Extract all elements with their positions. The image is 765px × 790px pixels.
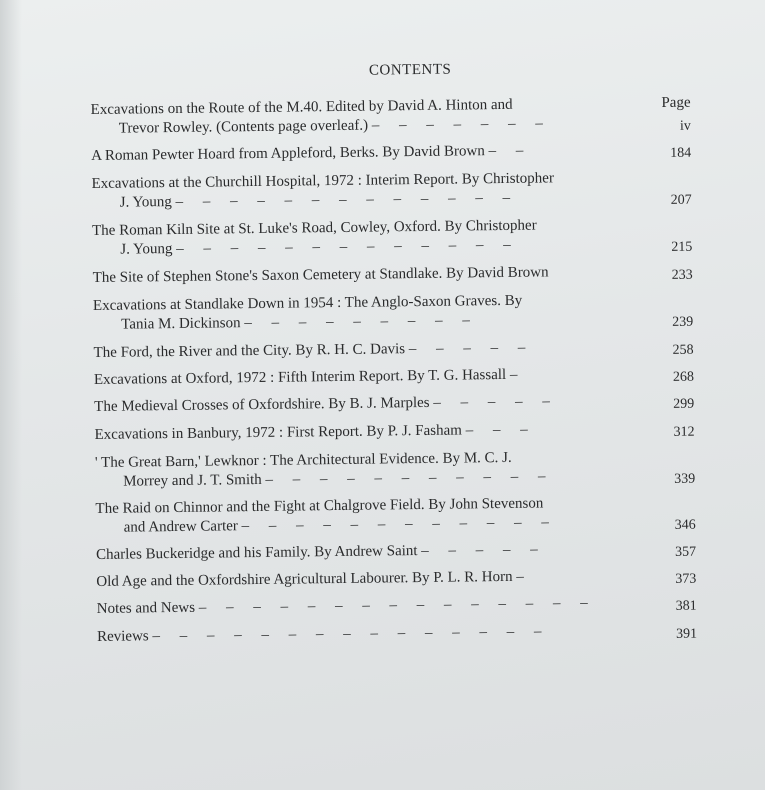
toc-page-number: 268 [672, 369, 695, 385]
toc-entry-line2: Trevor Rowley. (Contents page overleaf.) [118, 117, 369, 137]
toc-page-number: 346 [674, 517, 696, 533]
toc-page-number: 233 [671, 267, 693, 283]
toc-entry-title [97, 593, 697, 619]
toc-page-number: 215 [671, 239, 693, 255]
toc-entry [94, 391, 694, 417]
toc-entry-line1: Excavations in Banbury, 1972 : First Report. By P. J. Fasham [94, 422, 463, 443]
toc-page-number: 339 [674, 471, 696, 487]
toc-entry-line1: The Ford, the River and the City. By R. H. C. Davis [93, 341, 406, 361]
toc-leader-dashes: – – – – – [421, 541, 538, 559]
toc-entry-line1: The Roman Kiln Site at St. Luke's Road, Cowley, Oxford. By Christopher [91, 217, 537, 239]
toc-page-number: 184 [670, 145, 692, 161]
toc-entry-title [91, 94, 691, 139]
toc-entry [92, 215, 692, 260]
toc-entry-title [91, 168, 691, 213]
toc-entry-line2: and Andrew Carter [123, 518, 238, 536]
toc-entry-line2: J. Young [120, 241, 173, 258]
toc-page-number: iv [679, 118, 691, 134]
toc-entry-line1: A Roman Pewter Hoard from Appleford, Berks. By David Brown [91, 143, 485, 164]
toc-entry-line1: Excavations at Standlake Down in 1954 : The Anglo-Saxon Graves. By [92, 292, 523, 314]
toc-entry-title [91, 140, 691, 166]
toc-entry [95, 447, 695, 492]
toc-entry-line1: The Medieval Crosses of Oxfordshire. By B. J. Marples [94, 394, 430, 415]
toc-entry-title [96, 539, 696, 565]
toc-entry-line1: Excavations at the Churchill Hospital, 1972 : Interim Report. By Christopher [91, 170, 554, 192]
toc-leader-dashes: – [516, 568, 524, 585]
toc-entry-title [96, 566, 696, 592]
toc-entry-line1: Reviews [96, 628, 149, 645]
toc-leader-dashes: – – – – – – – – – – – – – [176, 236, 511, 257]
toc-leader-dashes: – – – – – – – – – – – – – – – [152, 623, 542, 645]
toc-entry-line1: Excavations on the Route of the M.40. Edited by David A. Hinton and [90, 96, 513, 118]
contents-sheet [90, 53, 697, 647]
toc-page-number: 357 [674, 544, 697, 560]
toc-entry-line1: Old Age and the Oxfordshire Agricultural Labourer. By P. L. R. Horn [96, 568, 513, 590]
toc-page-number: 312 [673, 424, 695, 440]
contents-heading: CONTENTS [368, 61, 452, 79]
toc-page-number: 207 [670, 192, 692, 208]
toc-entry [93, 290, 693, 335]
toc-entry [94, 364, 694, 390]
toc-entry-title [94, 419, 694, 445]
toc-entry [95, 493, 695, 538]
toc-entry-title [92, 215, 692, 260]
toc-leader-dashes: – – – [465, 421, 528, 439]
toc-leader-dashes: – – – – – [408, 339, 526, 358]
toc-entry-title [93, 262, 693, 288]
toc-entry-line1: The Site of Stephen Stone's Saxon Cemetery at Standlake. By David Brown [92, 264, 549, 286]
toc-leader-dashes: – – – – – – – – – – – – [241, 514, 549, 535]
toc-entry-line2: Morrey and J. T. Smith [123, 471, 262, 490]
toc-leader-dashes: – – – – – – – – – [244, 312, 470, 332]
toc-leader-dashes: – – – – – – – – – – – – – – – [198, 594, 588, 616]
toc-page-number: 381 [675, 598, 697, 614]
contents-list [91, 94, 698, 647]
toc-entry-line2: Tania M. Dickinson [121, 315, 241, 333]
toc-entry [91, 94, 691, 139]
toc-leader-dashes: – – – – – – – [371, 115, 543, 134]
toc-entry [96, 566, 696, 592]
toc-entry-title [97, 621, 697, 647]
toc-entry [96, 539, 696, 565]
toc-entry [93, 337, 693, 363]
toc-entry [97, 593, 697, 619]
toc-entry-line1: Excavations at Oxford, 1972 : Fifth Interim Report. By T. G. Hassall [93, 366, 507, 388]
toc-entry [93, 262, 693, 288]
toc-leader-dashes: – – – – – – – – – – – – – [175, 189, 511, 210]
toc-leader-dashes: – – – – – – – – – – – [265, 468, 546, 488]
toc-entry [91, 168, 691, 213]
toc-page-number: 258 [672, 342, 694, 358]
toc-entry-line1: ' The Great Barn,' Lewknor : The Architectural Evidence. By M. C. J. [94, 449, 512, 471]
toc-page-number: 299 [673, 396, 695, 412]
toc-leader-dashes: – – – – – [433, 393, 550, 411]
toc-entry-line1: Notes and News [96, 599, 196, 617]
toc-entry-line1: Charles Buckeridge and his Family. By Andrew Saint [95, 543, 418, 563]
toc-entry-title [93, 290, 693, 335]
toc-entry [94, 419, 694, 445]
toc-page-number: 239 [672, 314, 694, 330]
toc-entry-title [95, 447, 695, 492]
toc-entry-line2: J. Young [119, 194, 172, 211]
toc-leader-dashes: – – [488, 142, 524, 160]
toc-page-number: 373 [675, 571, 697, 587]
toc-page-number: 391 [675, 626, 698, 642]
toc-entry-title [94, 391, 694, 417]
page-column-label: Page [661, 94, 691, 112]
toc-entry [91, 140, 691, 166]
toc-leader-dashes: – [509, 366, 518, 383]
toc-entry-title [95, 493, 695, 538]
toc-entry [97, 621, 697, 647]
toc-entry-title [94, 364, 694, 390]
toc-entry-line1: The Raid on Chinnor and the Fight at Chalgrove Field. By John Stevenson [95, 495, 544, 517]
toc-entry-title [93, 337, 693, 363]
